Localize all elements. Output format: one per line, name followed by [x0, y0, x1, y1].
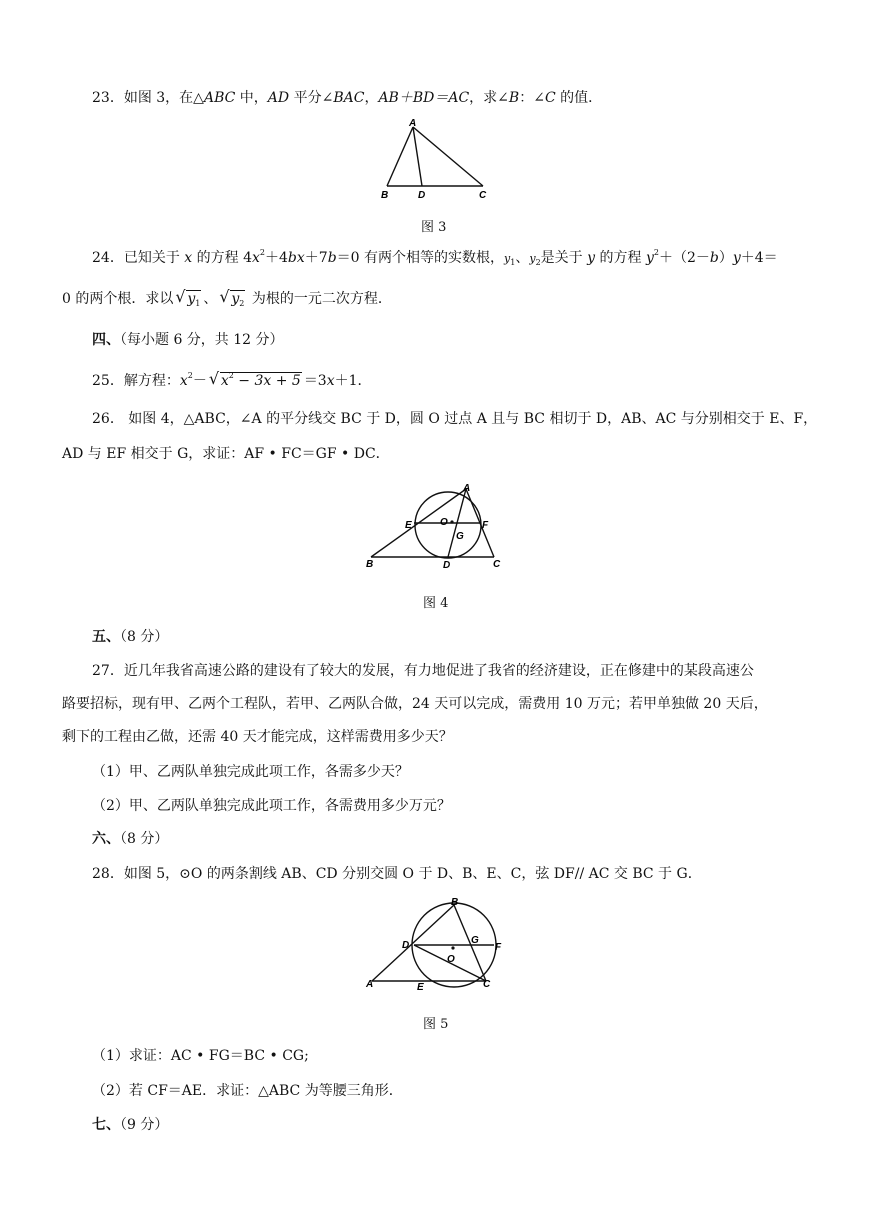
figure-4-diagram [362, 480, 512, 575]
sqrt-y2: √ $y_2$ [219, 289, 245, 309]
label-G: G [471, 935, 479, 946]
figure-5-diagram [362, 897, 512, 997]
label-A: A [409, 118, 417, 129]
q26-line2: AD 与 EF 相交于 G，求证：AF • FC＝GF • DC． [62, 446, 390, 462]
figure-4-caption: 图 4 [423, 596, 449, 611]
q27-part2: （2）甲、乙两队单独完成此项工作，各需费用多少万元？ [92, 798, 451, 814]
section-5-heading: 五、（8 分） [92, 629, 169, 645]
label-B: B [366, 559, 374, 570]
label-O: O [440, 517, 448, 528]
q27-part1: （1）甲、乙两队单独完成此项工作，各需多少天？ [92, 764, 409, 780]
label-E: E [405, 520, 412, 531]
q28-part1: （1）求证：AC • FG＝BC • CG; [92, 1048, 309, 1064]
q26-line1: 26． 如图 4，△ABC，∠A 的平分线交 BC 于 D，圆 O 过点 A 且与 BC 相切于 D，AB、AC 与分别相交于 E、F， [92, 411, 818, 427]
sqrt-expression: √ $x^2 - 3x + 5$ [209, 371, 302, 391]
label-E: E [417, 982, 424, 993]
q28-text: 28．如图 5，⊙O 的两条割线 AB、CD 分别交圆 O 于 D、B、E、C，弦 DF// AC 交 BC 于 G． [92, 866, 702, 882]
q27-line1: 27．近几年我省高速公路的建设有了较大的发展，有力地促进了我省的经济建设，正在修建中的某段高速公 [92, 663, 754, 679]
label-F: F [482, 520, 489, 531]
label-F: F [495, 942, 502, 953]
q24-line1: 24．已知关于 x 的方程 $4x^2+4bx+7b=0$ 有两个相等的实数根，$y_1$、$y_2$是关于 y 的方程 $y^2+(2-b)y+4=$ [92, 248, 778, 267]
label-A: A [463, 483, 471, 494]
label-C: C [493, 559, 501, 570]
q25-text: 25．解方程：$x^2-√$ $x^2 - 3x + 5 =3x+1$． [92, 371, 372, 391]
label-O: O [447, 954, 455, 965]
label-G: G [456, 531, 464, 542]
label-D: D [443, 560, 451, 571]
label-C: C [483, 979, 491, 990]
figure-3-caption: 图 3 [421, 220, 447, 235]
label-C: C [479, 190, 487, 201]
figure-3-diagram [375, 117, 500, 207]
section-4-heading: 四、（每小题 6 分，共 12 分） [92, 332, 284, 348]
label-D: D [402, 940, 410, 951]
q23-text: 23．如图 3，在△ABC 中，AD 平分∠BAC，AB＋BD＝AC，求∠B：∠C 的值． [92, 90, 603, 106]
q27-line2: 路要招标，现有甲、乙两个工程队，若甲、乙两队合做，24 天可以完成，需费用 10 万元；若甲单独做 20 天后， [62, 696, 768, 712]
section-7-heading: 七、（9 分） [92, 1117, 169, 1133]
q28-part2: （2）若 CF＝AE．求证：△ABC 为等腰三角形． [92, 1083, 403, 1099]
label-D: D [418, 190, 426, 201]
figure-5-caption: 图 5 [423, 1017, 449, 1032]
q24-line2: 0 的两个根．求以√ $y_1$ 、√ $y_2$ 为根的一元二次方程． [62, 289, 392, 309]
section-6-heading: 六、（8 分） [92, 831, 169, 847]
q27-line3: 剩下的工程由乙做，还需 40 天才能完成，这样需费用多少天？ [62, 729, 453, 745]
label-A: A [366, 979, 374, 990]
label-B: B [451, 897, 459, 908]
sqrt-y1: √ $y_1$ [175, 289, 201, 309]
label-B: B [381, 190, 389, 201]
